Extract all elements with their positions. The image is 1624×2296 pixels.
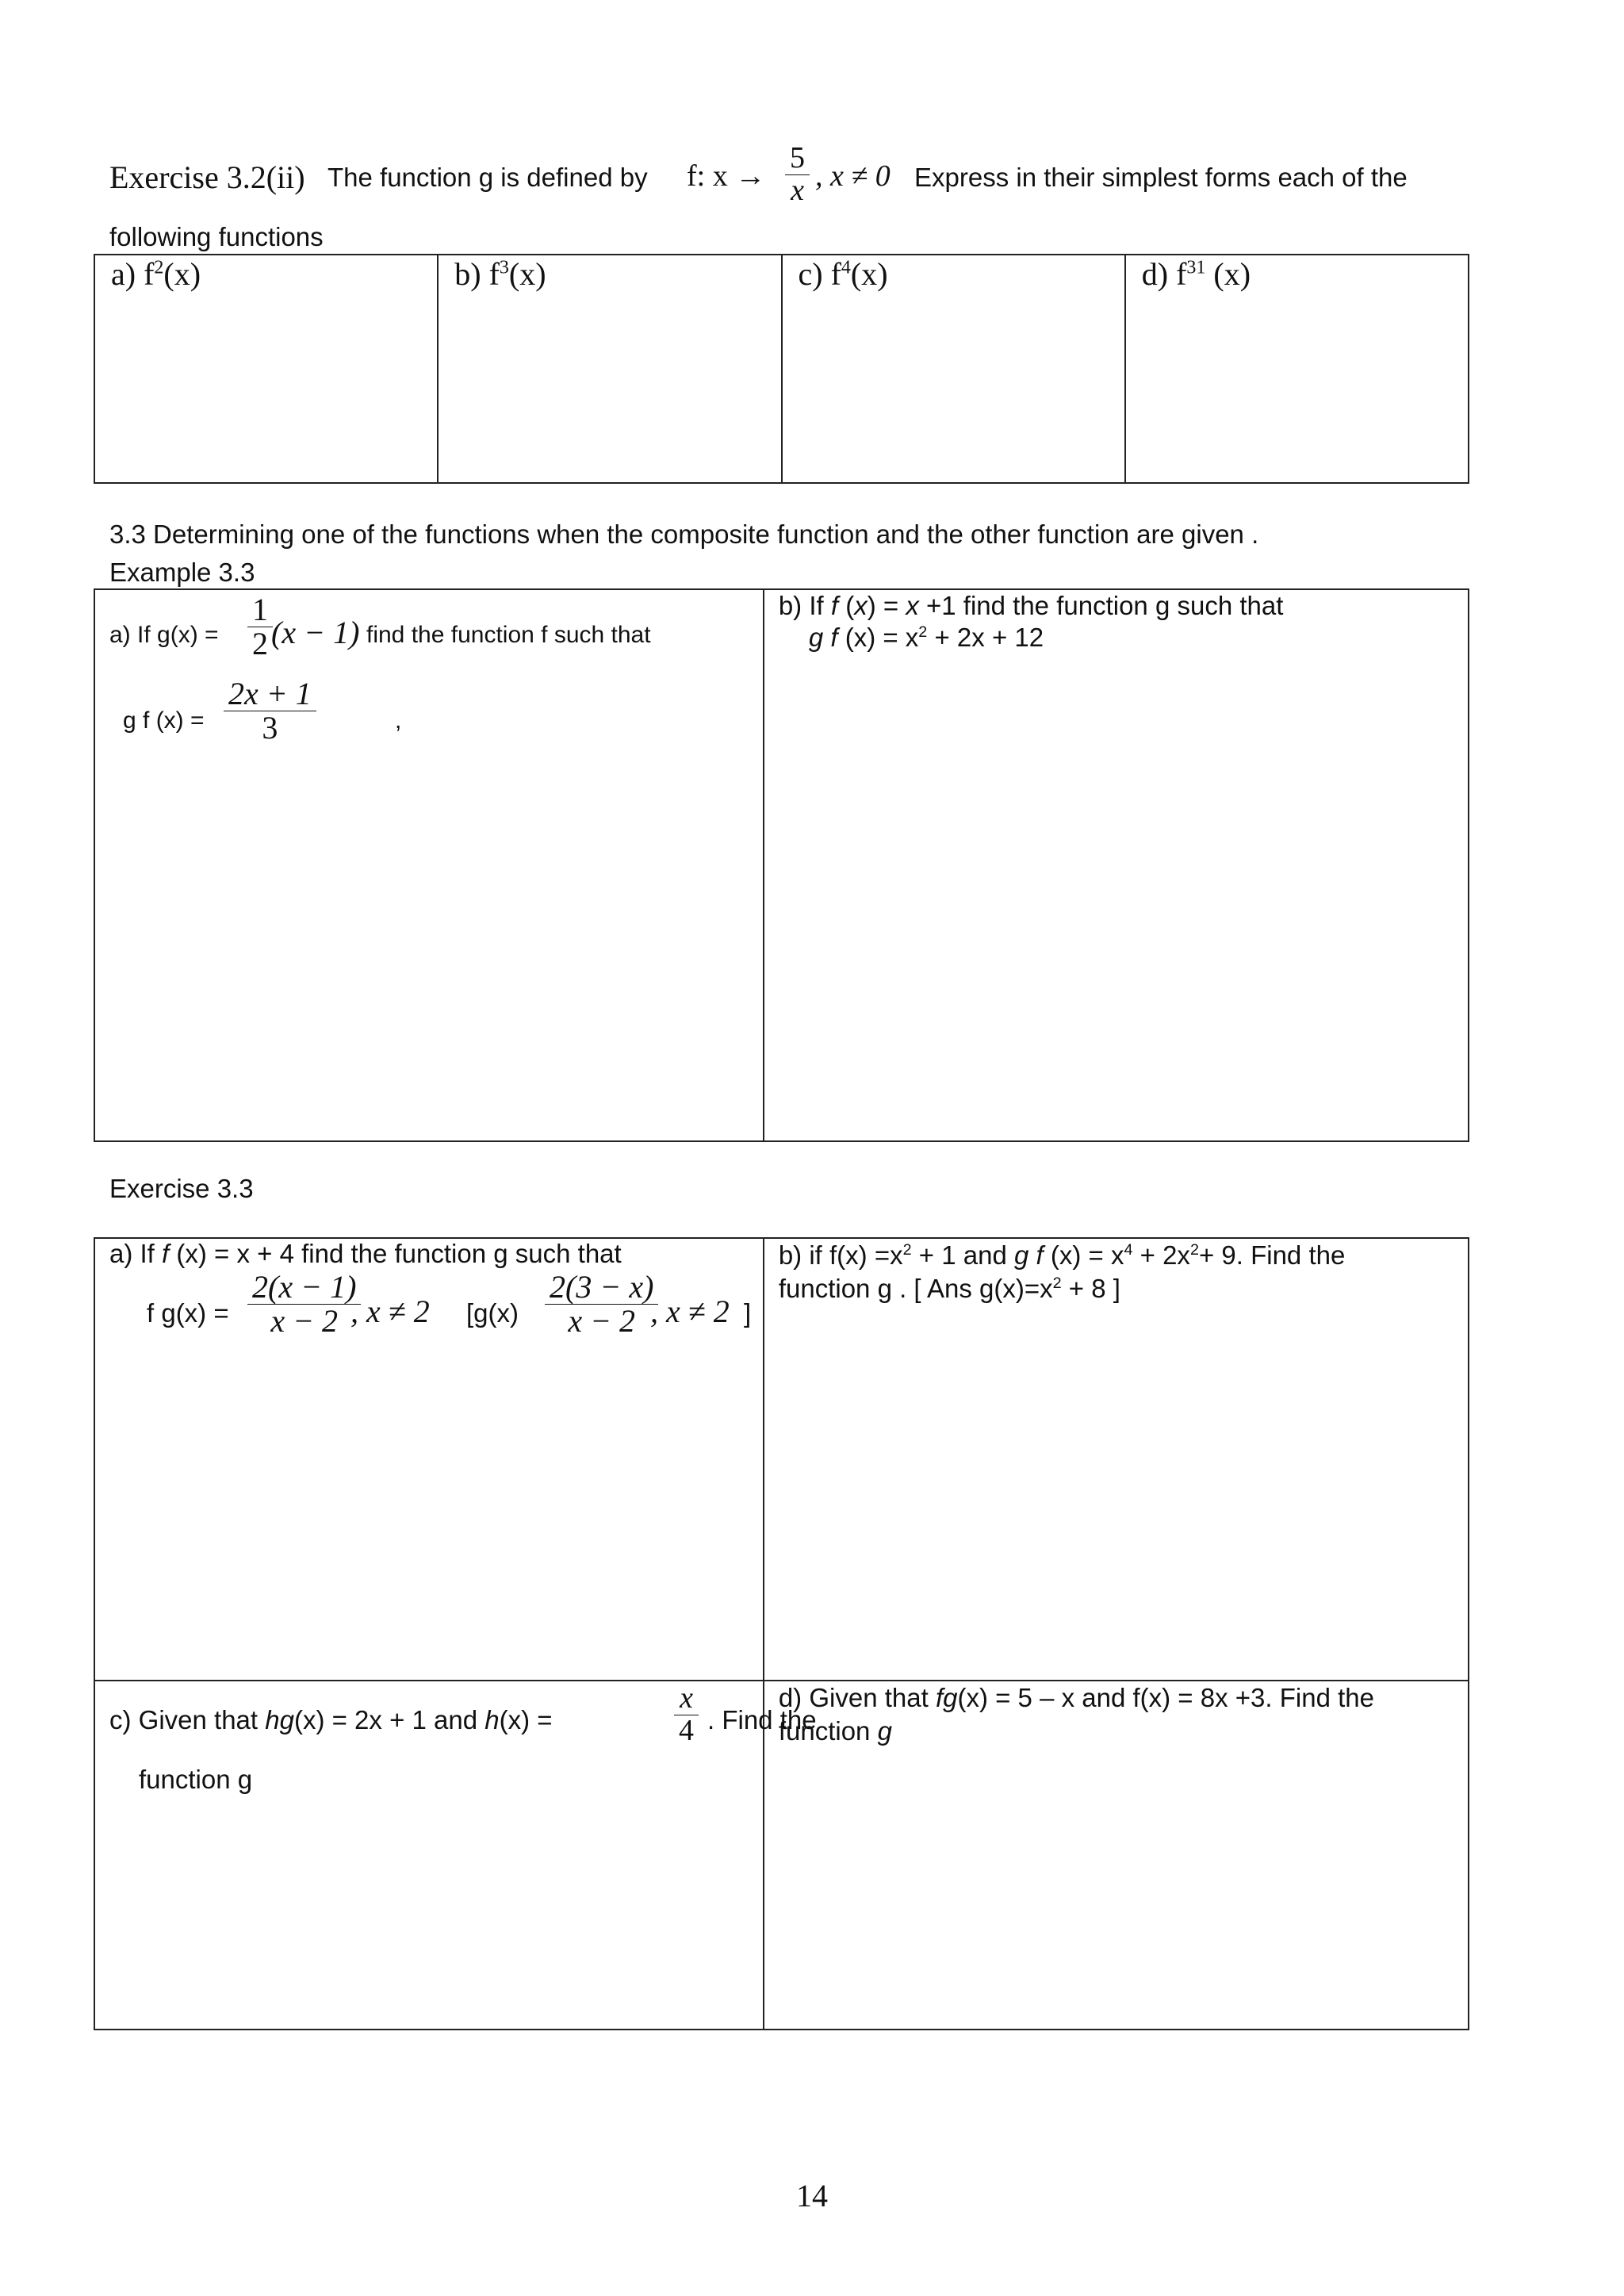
exercise-b-line2: function g . [ Ans $g(x)=x^2 + 8$ ] bbox=[778, 1274, 1120, 1303]
example-3-3-table bbox=[94, 588, 1469, 1142]
example-a-prefix: a) If g(x) = bbox=[109, 622, 219, 648]
exercise-3-2-intro: The function g is defined by bbox=[327, 163, 648, 192]
exercise-3-3-label: Exercise 3.3 bbox=[109, 1174, 254, 1203]
exercise-c-line1: c) Given that hg(x) = 2x + 1 and h(x) = bbox=[109, 1705, 553, 1734]
fg-label: f g(x) = bbox=[147, 1298, 229, 1328]
exercise-a-line1: a) If f (x) = x + 4 find the function g such that bbox=[109, 1239, 622, 1268]
example-a-factor: (x − 1) bbox=[271, 615, 360, 650]
example-3-3-part-b[interactable] bbox=[764, 589, 1469, 1141]
cell-f31[interactable]: d) $f^{31}$ (x) bbox=[1125, 255, 1469, 483]
cell-f2[interactable]: a) $f^2(x)$ bbox=[94, 255, 438, 483]
section-3-3-title: 3.3 Determining one of the functions when the composite function and the other function are given . bbox=[109, 519, 1259, 549]
exercise-3-2-table bbox=[94, 254, 1469, 484]
cell-f4[interactable]: c) $f^4(x)$ bbox=[782, 255, 1125, 483]
exercise-3-2-line2: following functions bbox=[109, 222, 324, 251]
example-b-line2: g f $(x) = x^2 + 2x + 12$ bbox=[808, 623, 1044, 652]
exercise-c-find: . Find the bbox=[707, 1705, 817, 1734]
exercise-3-3-table bbox=[94, 1237, 1469, 2030]
fg-condition: , x ≠ 2 bbox=[350, 1294, 430, 1329]
exercise-d-line2: function g bbox=[778, 1716, 892, 1746]
example-3-3-part-a[interactable] bbox=[94, 589, 764, 1141]
x-over-4-fraction: $\frac{x}{4}$ bbox=[674, 1683, 699, 1747]
answer-bracket-open: [g(x) bbox=[466, 1298, 519, 1328]
exercise-3-3-part-a[interactable] bbox=[94, 1238, 764, 1681]
g-answer-condition: , x ≠ 2 bbox=[650, 1294, 730, 1329]
five-over-x-fraction: $\frac{5}{x}$ bbox=[785, 143, 810, 207]
page-number: 14 bbox=[796, 2178, 828, 2214]
exercise-3-3-part-d[interactable] bbox=[764, 1681, 1469, 2030]
exercise-3-2-instruction: Express in their simplest forms each of the bbox=[914, 163, 1408, 192]
function-mapping: f: x → bbox=[687, 159, 766, 193]
exercise-3-3-part-c[interactable] bbox=[94, 1681, 817, 2030]
gf-fraction: $\frac{2x + 1}{3}$ bbox=[224, 677, 316, 745]
example-b-line1: b) If f (x) = x +1 find the function g such that bbox=[778, 591, 1284, 620]
answer-bracket-close: ] bbox=[744, 1298, 752, 1328]
exercise-b-line1: b) if $f(x) =x^2 + 1$ and g f $(x) = x^4 + 2x^2+ 9$. Find the bbox=[778, 1240, 1346, 1270]
cell-f3[interactable]: b) $f^3(x)$ bbox=[438, 255, 781, 483]
g-answer-fraction: $\frac{2(3 - x)}{x - 2}$ bbox=[545, 1271, 658, 1338]
half-fraction: $\frac{1}{2}$ bbox=[247, 593, 273, 661]
gf-label: g f (x) = bbox=[123, 707, 205, 734]
exercise-c-line2: function g bbox=[139, 1765, 253, 1794]
exercise-d-line1: d) Given that fg(x) = 5 – x and f(x) = 8x +3. Find the bbox=[778, 1683, 1374, 1712]
gf-comma: , bbox=[395, 707, 402, 734]
exercise-3-2-title: Exercise 3.2(ii) bbox=[109, 159, 305, 195]
exercise-3-3-part-b[interactable] bbox=[764, 1238, 1469, 1681]
example-3-3-label: Example 3.3 bbox=[109, 558, 255, 587]
fg-fraction: $\frac{2(x - 1)}{x - 2}$ bbox=[247, 1271, 361, 1338]
domain-condition: , x ≠ 0 bbox=[815, 159, 891, 193]
example-a-instruction: find the function f such that bbox=[366, 622, 651, 648]
